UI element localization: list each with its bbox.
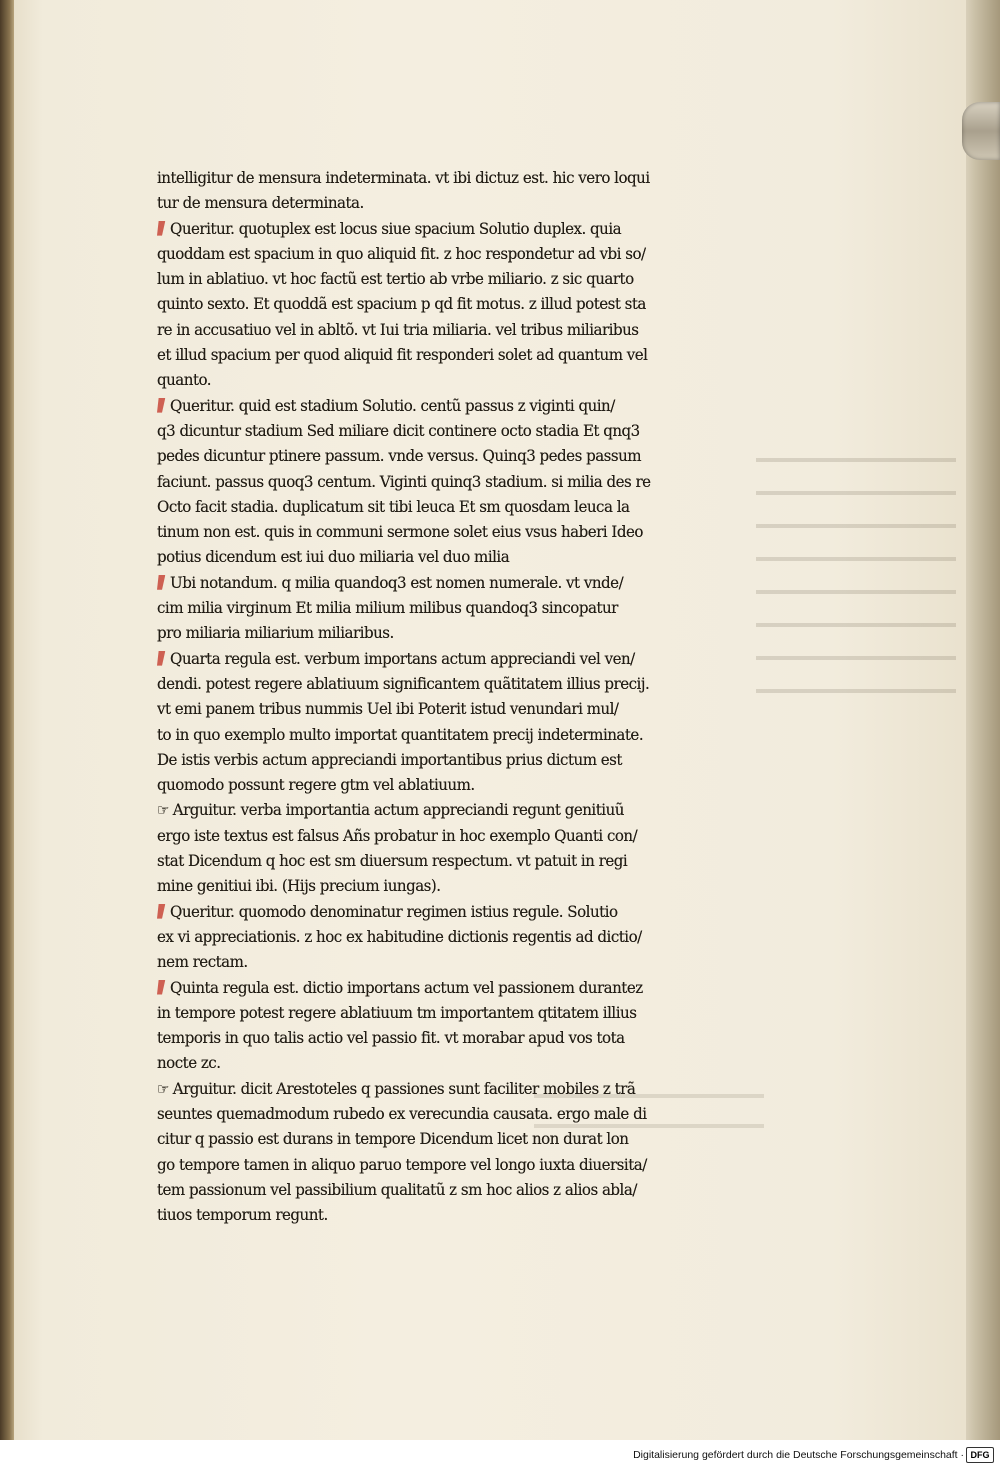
text-line-content: quanto.: [157, 370, 212, 390]
text-line: [157, 1076, 715, 1101]
text-line-content: potius dicendum est iui duo miliaria vel duo milia: [157, 547, 510, 567]
text-line: [157, 291, 715, 316]
text-line: [157, 671, 715, 696]
text-line: [157, 772, 715, 797]
text-line: [157, 367, 715, 392]
text-line: [157, 823, 715, 848]
text-line: [157, 1101, 715, 1126]
text-line: [157, 1126, 715, 1151]
paragraph-mark-icon: [157, 980, 165, 995]
text-line-content: ex vi appreciationis. z hoc ex habitudine dictionis regentis ad dictio/: [157, 926, 642, 946]
text-line: [157, 949, 715, 974]
text-line-content: Arguitur. verba importantia actum appreciandi regunt genitiuũ: [172, 800, 624, 820]
text-line-content: tinum non est. quis in communi sermone solet eius vsus haberi Ideo: [157, 522, 643, 542]
text-line: [157, 747, 715, 772]
text-line: [157, 494, 715, 519]
text-line: [157, 393, 715, 418]
text-line-content: vt emi panem tribus nummis Uel ibi Poterit istud venundari mul/: [157, 699, 619, 719]
text-line-content: dendi. potest regere ablatiuum significantem quãtitatem illius precij.: [157, 673, 650, 693]
text-line: [157, 646, 715, 671]
text-line: [157, 975, 715, 1000]
text-line: [157, 797, 715, 822]
paragraph-mark-icon: [157, 575, 165, 590]
text-line-content: intelligitur de mensura indeterminata. vt ibi dictuz est. hic vero loqui: [157, 168, 650, 187]
page-clip: [962, 102, 1000, 160]
text-line: [157, 317, 715, 342]
text-line-content: citur q passio est durans in tempore Dicendum licet non durat lon: [157, 1129, 629, 1149]
text-line-content: q3 dicuntur stadium Sed miliare dicit continere octo stadia Et qnq3: [157, 420, 640, 440]
printed-text-block: [157, 165, 757, 1227]
paper-page: [14, 0, 976, 1440]
text-line-content: seuntes quemadmodum rubedo ex verecundia causata. ergo male di: [157, 1103, 647, 1123]
paragraph-mark-icon: [157, 398, 165, 413]
text-line: [157, 1050, 715, 1075]
text-line: [157, 544, 715, 569]
manicule-icon: ☞: [157, 1079, 170, 1098]
text-line-content: to in quo exemplo multo importat quantitatem precij indeterminate.: [157, 724, 644, 744]
text-line: [157, 418, 715, 443]
text-line-content: et illud spacium per quod aliquid fit responderi solet ad quantum vel: [157, 345, 648, 365]
text-line: [157, 1177, 715, 1202]
text-line-content: faciunt. passus quoq3 centum. Viginti quinq3 stadium. si milia des re: [157, 471, 651, 491]
text-line: [157, 1025, 715, 1050]
text-line-content: quinto sexto. Et quoddã est spacium p qd fit motus. z illud potest sta: [157, 294, 646, 314]
digitization-credit: Digitalisierung gefördert durch die Deutsche Forschungsgemeinschaft ·: [633, 1449, 964, 1461]
text-line-content: Quinta regula est. dictio importans actum vel passionem durantez: [170, 977, 643, 997]
text-line-content: tur de mensura determinata.: [157, 193, 364, 213]
text-line: [157, 216, 715, 241]
text-line-content: Queritur. quomodo denominatur regimen istius regule. Solutio: [170, 901, 618, 921]
text-line-content: quomodo possunt regere gtm vel ablatiuum.: [157, 775, 475, 795]
text-line-content: mine genitiui ibi. (Hijs precium iungas).: [157, 876, 441, 896]
text-line: [157, 1202, 715, 1227]
text-line-content: Ubi notandum. q milia quandoq3 est nomen numerale. vt vnde/: [170, 572, 624, 592]
dfg-logo: DFG: [966, 1447, 994, 1463]
text-line-content: pedes dicuntur ptinere passum. vnde versus. Quinq3 pedes passum: [157, 446, 642, 466]
text-line-content: go tempore tamen in aliquo paruo tempore vel longo iuxta diuersita/: [157, 1154, 647, 1174]
text-line: [157, 266, 715, 291]
text-line-content: stat Dicendum q hoc est sm diuersum respectum. vt patuit in regi: [157, 851, 628, 871]
paragraph-mark-icon: [157, 651, 165, 666]
text-line-content: in tempore potest regere ablatiuum tm importantem qtitatem illius: [157, 1002, 637, 1022]
text-line: [157, 873, 715, 898]
text-line: [157, 696, 715, 721]
text-line-content: Arguitur. dicit Arestoteles q passiones sunt faciliter mobiles z trã: [172, 1078, 636, 1098]
text-line-content: cim milia virginum Et milia milium milibus quandoq3 sincopatur: [157, 598, 618, 618]
text-line-content: nocte zc.: [157, 1053, 221, 1073]
text-line: [157, 165, 715, 190]
text-line: [157, 722, 715, 747]
text-line-content: quoddam est spacium in quo aliquid fit. z hoc respondetur ad vbi so/: [157, 243, 646, 263]
text-line: [157, 924, 715, 949]
text-line: [157, 570, 715, 595]
text-line: [157, 519, 715, 544]
text-line: [157, 595, 715, 620]
text-line: [157, 190, 715, 215]
text-line: [157, 469, 715, 494]
text-line: [157, 1152, 715, 1177]
text-line-content: ergo iste textus est falsus Añs probatur in hoc exemplo Quanti con/: [157, 825, 638, 845]
text-line: [157, 241, 715, 266]
text-line-content: pro miliaria miliarium miliaribus.: [157, 623, 394, 643]
text-line: [157, 1000, 715, 1025]
text-line-content: re in accusatiuo vel in abltõ. vt Iui tria miliaria. vel tribus miliaribus: [157, 319, 639, 339]
text-line-content: lum in ablatiuo. vt hoc factũ est tertio ab vrbe miliario. z sic quarto: [157, 269, 634, 289]
paragraph-mark-icon: [157, 904, 165, 919]
text-line: [157, 342, 715, 367]
text-line-content: Quarta regula est. verbum importans actum appreciandi vel ven/: [170, 648, 635, 668]
text-line-content: nem rectam.: [157, 952, 248, 972]
text-line-content: Queritur. quid est stadium Solutio. centũ passus z viginti quin/: [170, 395, 615, 415]
text-line-content: temporis in quo talis actio vel passio fit. vt morabar apud vos tota: [157, 1028, 625, 1048]
page-stack-edge: [966, 0, 1000, 1440]
text-line: [157, 443, 715, 468]
text-line-content: tiuos temporum regunt.: [157, 1205, 328, 1225]
text-line: [157, 848, 715, 873]
text-line-content: De istis verbis actum appreciandi importantibus prius dictum est: [157, 749, 622, 769]
bleed-through-text: [756, 440, 956, 700]
manicule-icon: ☞: [157, 801, 170, 820]
text-line-content: Queritur. quotuplex est locus siue spacium Solutio duplex. quia: [170, 218, 622, 238]
text-line: [157, 620, 715, 645]
text-line-content: tem passionum vel passibilium qualitatũ z sm hoc alios z alios abla/: [157, 1179, 637, 1199]
text-line: [157, 899, 715, 924]
text-line-content: Octo facit stadia. duplicatum sit tibi leuca Et sm quosdam leuca la: [157, 496, 630, 516]
paragraph-mark-icon: [157, 221, 165, 236]
